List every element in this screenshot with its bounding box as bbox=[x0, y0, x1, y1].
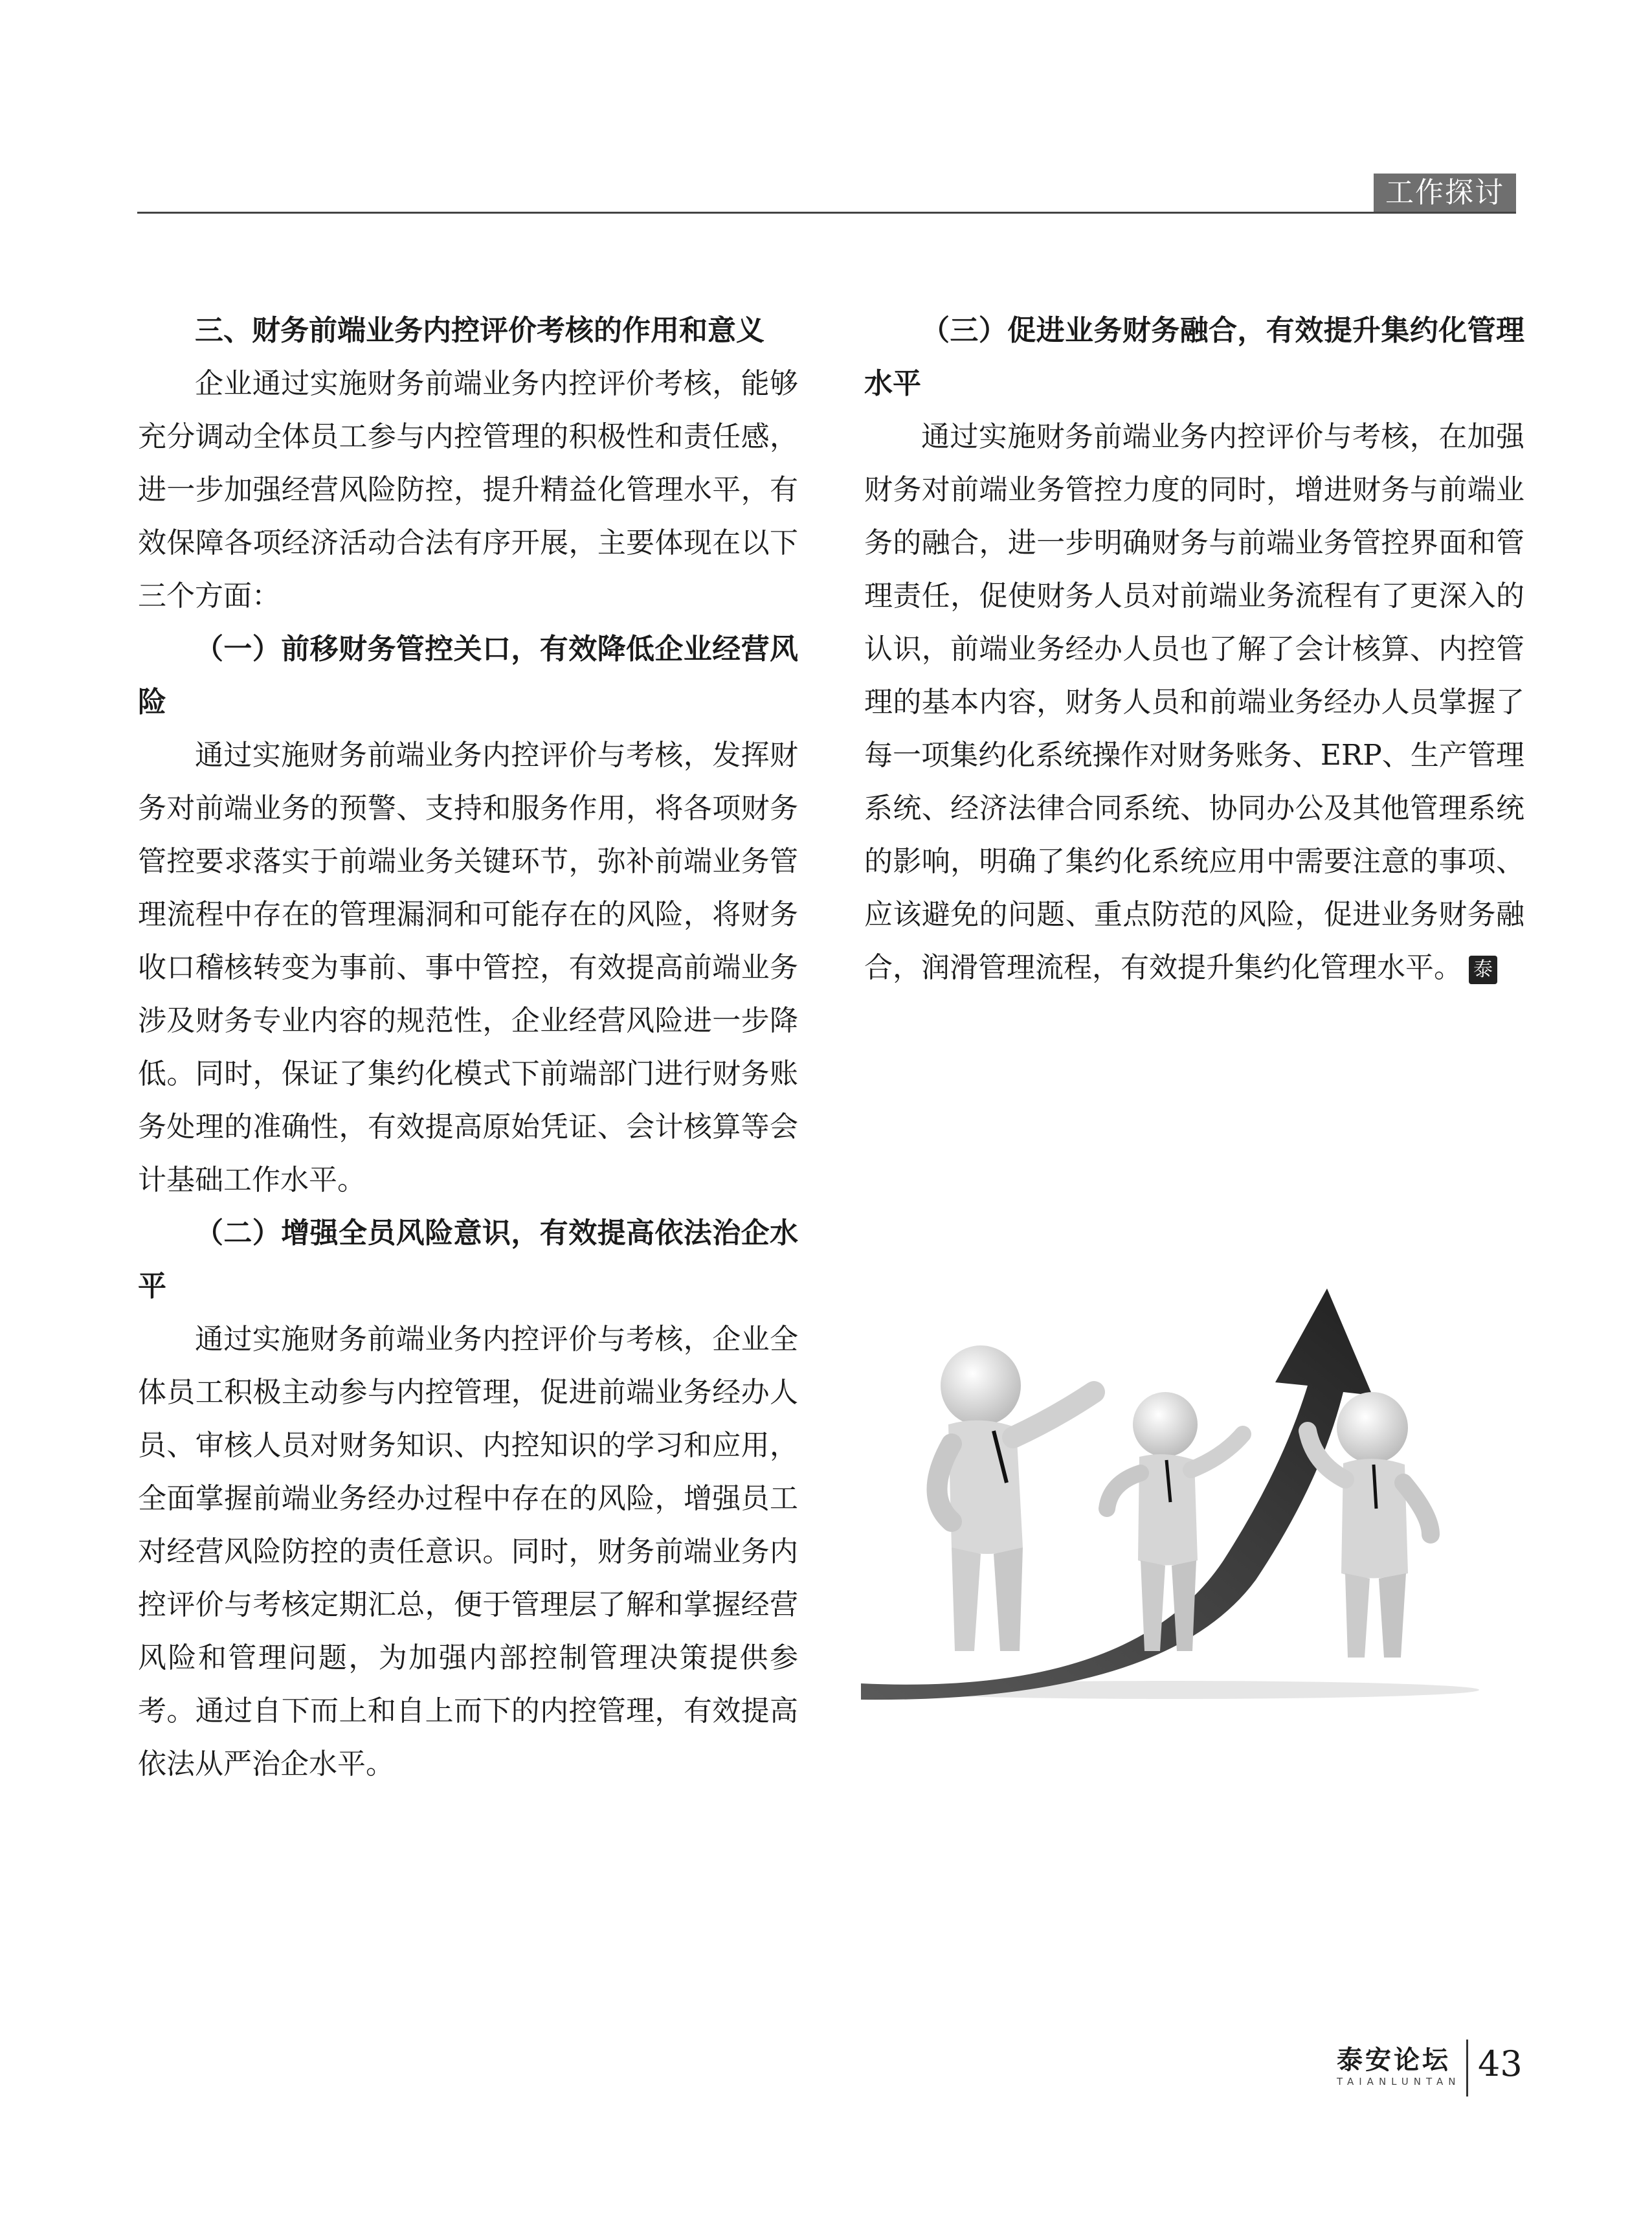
intro-paragraph: 企业通过实施财务前端业务内控评价考核，能够充分调动全体员工参与内控管理的积极性和责任感，进一步加强经营风险防控，提升精益化管理水平，有效保障各项经济活动合法有序开展，主要体现在以下三个方面： bbox=[138, 367, 798, 613]
magazine-name: 泰安论坛 bbox=[1337, 2045, 1451, 2075]
subsection-2-title: （二）增强全员风险意识，有效提高依法治企水平 bbox=[138, 1217, 798, 1303]
subsection-3-body bbox=[864, 410, 1524, 995]
end-mark-icon: 泰 bbox=[1469, 956, 1497, 984]
page-number: 43 bbox=[1478, 2043, 1523, 2084]
section-heading: 三、财务前端业务内控评价考核的作用和意义 bbox=[195, 314, 765, 347]
header-rule bbox=[137, 212, 1516, 214]
subsection-3-title: （三）促进业务财务融合，有效提升集约化管理水平 bbox=[864, 314, 1524, 400]
footer-divider bbox=[1466, 2040, 1468, 2097]
figure-left bbox=[937, 1345, 1095, 1651]
subsection-1-title: （一）前移财务管控关口，有效降低企业经营风险 bbox=[138, 633, 798, 719]
growth-arrow-illustration bbox=[861, 1288, 1489, 1703]
subsection-1-body: 通过实施财务前端业务内控评价与考核，发挥财务对前端业务的预警、支持和服务作用，将各项财务管控要求落实于前端业务关键环节，弥补前端业务管理流程中存在的管理漏洞和可能存在的风险，将财务收口稽核转变为事前、事中管控，有效提高前端业务涉及财务专业内容的规范性，企业经营风险进一步降低。同时，保证了集约化模式下前端部门进行财务账务处理的准确性，有效提高原始凭证、会计核算等会计基础工作水平。 bbox=[138, 739, 798, 1197]
left-column bbox=[138, 304, 798, 1791]
right-column bbox=[864, 304, 1524, 995]
section-tag: 工作探讨 bbox=[1374, 174, 1516, 212]
magazine-pinyin: TAIANLUNTAN bbox=[1337, 2076, 1461, 2087]
subsection-2-body: 通过实施财务前端业务内控评价与考核，企业全体员工积极主动参与内控管理，促进前端业务经办人员、审核人员对财务知识、内控知识的学习和应用，全面掌握前端业务经办过程中存在的风险，增强员工对经营风险防控的责任意识。同时，财务前端业务内控评价与考核定期汇总，便于管理层了解和掌握经营风险和管理问题，为加强内部控制管理决策提供参考。通过自下而上和自上而下的内控管理，有效提高依法从严治企水平。 bbox=[138, 1323, 798, 1781]
subsection-3-text: 通过实施财务前端业务内控评价与考核，在加强财务对前端业务管控力度的同时，增进财务与前端业务的融合，进一步明确财务与前端业务管控界面和管理责任，促使财务人员对前端业务流程有了更深入的认识，前端业务经办人员也了解了会计核算、内控管理的基本内容，财务人员和前端业务经办人员掌握了每一项集约化系统操作对财务账务、ERP、生产管理系统、经济法律合同系统、协同办公及其他管理系统的影响，明确了集约化系统应用中需要注意的事项、应该避免的问题、重点防范的风险，促进业务财务融合，润滑管理流程，有效提升集约化管理水平。 bbox=[864, 420, 1524, 984]
